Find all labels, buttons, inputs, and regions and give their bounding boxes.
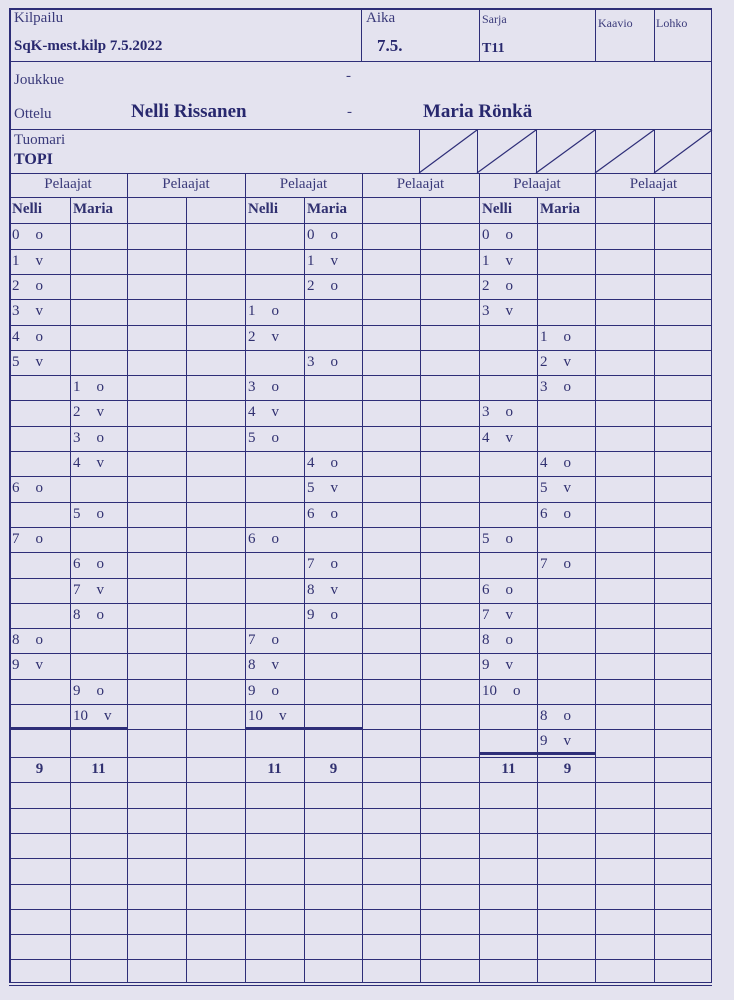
rally-side: v [563, 480, 571, 496]
pelaajat-header: Pelaajat [513, 176, 561, 192]
rally-side: v [104, 708, 112, 724]
rally-cell [540, 329, 571, 346]
rally-cell [12, 278, 43, 295]
rally-cell [482, 303, 513, 320]
rally-score: 3 [540, 379, 548, 395]
rally-score: 3 [482, 303, 490, 319]
rally-cell [482, 404, 513, 421]
rally-score: 6 [12, 480, 20, 496]
rally-side: o [35, 632, 43, 648]
rally-cell [482, 227, 513, 244]
rally-cell [73, 379, 104, 396]
rally-score: 1 [482, 253, 490, 269]
rally-cell [482, 582, 513, 599]
rally-cell [540, 480, 571, 497]
rally-cell [540, 708, 571, 725]
game-player1-name: Nelli [248, 201, 278, 217]
player1-name: Nelli Rissanen [131, 101, 247, 122]
rally-score: 4 [73, 455, 81, 471]
aika-value: 7.5. [377, 36, 403, 55]
kilpailu-value: SqK-mest.kilp 7.5.2022 [14, 38, 163, 54]
rally-cell [307, 278, 338, 295]
rally-side: o [563, 708, 571, 724]
game-score-player1: 11 [267, 761, 282, 777]
game-score-player1: 11 [501, 761, 516, 777]
rally-cell [540, 379, 571, 396]
rally-score: 4 [540, 455, 548, 471]
rally-score: 10 [248, 708, 263, 724]
rally-cell [12, 657, 43, 674]
rally-side: v [505, 657, 513, 673]
rally-score: 9 [248, 683, 256, 699]
rally-score: 4 [12, 329, 20, 345]
rally-score: 3 [307, 354, 315, 370]
rally-cell [73, 455, 104, 472]
kilpailu-label: Kilpailu [14, 10, 64, 26]
rally-score: 5 [12, 354, 20, 370]
rally-side: o [563, 329, 571, 345]
rally-side: o [330, 556, 338, 572]
rally-score: 1 [307, 253, 315, 269]
rally-cell [12, 354, 43, 371]
rally-side: o [330, 506, 338, 522]
sarja-label: Sarja [482, 12, 507, 26]
rally-side: v [279, 708, 287, 724]
rally-side: o [271, 303, 279, 319]
rally-cell [248, 657, 279, 674]
game-player2-name: Maria [73, 201, 113, 217]
game-score-player1: 9 [35, 761, 44, 777]
rally-score: 3 [248, 379, 256, 395]
rally-side: v [505, 430, 513, 446]
sarja-value: T11 [482, 41, 505, 56]
rally-score: 10 [73, 708, 88, 724]
rally-score: 2 [540, 354, 548, 370]
rally-cell [307, 607, 338, 624]
rally-cell [540, 556, 571, 573]
diagonal-line [477, 130, 536, 173]
game-player1-name: Nelli [482, 201, 512, 217]
rally-score: 2 [73, 404, 81, 420]
pelaajat-header: Pelaajat [44, 176, 92, 192]
rally-score: 4 [307, 455, 315, 471]
diagonal-line [654, 130, 712, 173]
rally-score: 2 [248, 329, 256, 345]
rally-side: o [96, 683, 104, 699]
rally-score: 1 [540, 329, 548, 345]
rally-side: v [330, 480, 338, 496]
rally-side: o [271, 430, 279, 446]
grid-line [9, 985, 712, 986]
rally-score: 10 [482, 683, 497, 699]
pelaajat-header: Pelaajat [162, 176, 210, 192]
rally-score: 3 [482, 404, 490, 420]
rally-score: 8 [12, 632, 20, 648]
rally-score: 5 [73, 506, 81, 522]
rally-cell [482, 253, 513, 270]
rally-cell [248, 531, 279, 548]
rally-cell [73, 556, 104, 573]
rally-side: o [505, 278, 513, 294]
rally-cell [307, 227, 338, 244]
rally-score: 1 [248, 303, 256, 319]
rally-side: o [96, 556, 104, 572]
rally-side: o [330, 354, 338, 370]
rally-side: o [505, 531, 513, 547]
rally-cell [482, 607, 513, 624]
rally-side: v [330, 253, 338, 269]
rally-score: 7 [307, 556, 315, 572]
rally-score: 1 [12, 253, 20, 269]
rally-score: 8 [307, 582, 315, 598]
rally-score: 6 [248, 531, 256, 547]
rally-score: 2 [307, 278, 315, 294]
rally-score: 7 [540, 556, 548, 572]
rally-cell [248, 404, 279, 421]
rally-side: v [271, 329, 279, 345]
pelaajat-header: Pelaajat [629, 176, 678, 192]
rally-cell [12, 253, 43, 270]
game-score-player2: 9 [329, 761, 338, 777]
rally-score: 9 [12, 657, 20, 673]
rally-side: v [35, 303, 43, 319]
rally-side: v [271, 404, 279, 420]
joukkue-separator: - [346, 68, 351, 84]
rally-cell [73, 683, 104, 700]
rally-side: v [35, 253, 43, 269]
score-sheet [9, 8, 712, 983]
rally-cell [73, 404, 104, 421]
diagonal-line [595, 130, 654, 173]
rally-side: v [96, 455, 104, 471]
rally-side: o [271, 379, 279, 395]
rally-side: o [563, 455, 571, 471]
rally-side: o [271, 531, 279, 547]
game-score-player2: 9 [563, 761, 572, 777]
rally-score: 4 [248, 404, 256, 420]
rally-score: 1 [73, 379, 81, 395]
rally-cell [307, 253, 338, 270]
joukkue-label: Joukkue [14, 72, 64, 88]
rally-score: 7 [12, 531, 20, 547]
tuomari-label: Tuomari [14, 132, 66, 148]
rally-score: 8 [540, 708, 548, 724]
rally-side: o [505, 404, 513, 420]
rally-side: o [96, 607, 104, 623]
rally-cell [482, 657, 513, 674]
rally-cell [248, 632, 279, 649]
rally-score: 3 [12, 303, 20, 319]
rally-score: 3 [73, 430, 81, 446]
rally-cell [12, 303, 43, 320]
diagonal-line [536, 130, 595, 173]
rally-side: o [513, 683, 521, 699]
rally-score: 6 [540, 506, 548, 522]
rally-cell [540, 733, 571, 750]
rally-cell [73, 607, 104, 624]
player2-name: Maria Rönkä [423, 101, 533, 122]
rally-cell [540, 455, 571, 472]
rally-score: 6 [482, 582, 490, 598]
rally-side: o [563, 379, 571, 395]
rally-side: o [330, 227, 338, 243]
rally-cell [482, 683, 521, 700]
rally-score: 8 [482, 632, 490, 648]
rally-side: o [96, 506, 104, 522]
rally-score: 9 [482, 657, 490, 673]
rally-score: 0 [482, 227, 490, 243]
rally-side: o [505, 227, 513, 243]
diagonal-lines [9, 8, 712, 983]
game-player1-name: Nelli [12, 201, 42, 217]
ottelu-label: Ottelu [14, 106, 52, 122]
rally-cell [12, 531, 43, 548]
game-player2-name: Maria [307, 201, 347, 217]
rally-side: o [35, 531, 43, 547]
rally-cell [540, 506, 571, 523]
rally-score: 5 [248, 430, 256, 446]
pelaajat-header: Pelaajat [396, 176, 445, 192]
rally-score: 2 [482, 278, 490, 294]
rally-side: o [563, 506, 571, 522]
rally-score: 0 [307, 227, 315, 243]
rally-side: v [96, 404, 104, 420]
rally-side: o [96, 430, 104, 446]
kaavio-label: Kaavio [598, 16, 633, 30]
diagonal-line [419, 130, 477, 173]
rally-score: 2 [12, 278, 20, 294]
rally-score: 9 [307, 607, 315, 623]
rally-side: o [271, 683, 279, 699]
rally-cell [248, 683, 279, 700]
rally-side: v [96, 582, 104, 598]
rally-score: 7 [482, 607, 490, 623]
rally-cell [307, 455, 338, 472]
rally-cell [482, 278, 513, 295]
rally-score: 7 [248, 632, 256, 648]
rally-cell [307, 556, 338, 573]
rally-cell [73, 708, 112, 725]
rally-side: v [35, 354, 43, 370]
rally-score: 7 [73, 582, 81, 598]
rally-score: 5 [307, 480, 315, 496]
rally-cell [248, 430, 279, 447]
rally-side: o [330, 278, 338, 294]
rally-side: v [563, 733, 571, 749]
rally-score: 4 [482, 430, 490, 446]
rally-side: v [563, 354, 571, 370]
rally-side: o [505, 632, 513, 648]
rally-cell [307, 506, 338, 523]
rally-cell [73, 582, 104, 599]
rally-side: o [505, 582, 513, 598]
rally-cell [307, 480, 338, 497]
aika-label: Aika [366, 10, 396, 26]
game-player2-name: Maria [540, 201, 580, 217]
rally-score: 6 [73, 556, 81, 572]
rally-cell [482, 632, 513, 649]
rally-side: v [505, 607, 513, 623]
rally-cell [12, 227, 43, 244]
game-score-player2: 11 [91, 761, 106, 777]
rally-side: o [35, 227, 43, 243]
ottelu-separator: - [347, 104, 352, 120]
pelaajat-header: Pelaajat [279, 176, 328, 192]
rally-score: 6 [307, 506, 315, 522]
rally-cell [248, 708, 287, 725]
rally-cell [248, 329, 279, 346]
rally-score: 5 [540, 480, 548, 496]
rally-side: v [35, 657, 43, 673]
rally-side: o [96, 379, 104, 395]
rally-cell [248, 379, 279, 396]
tuomari-value: TOPI [14, 151, 53, 168]
rally-cell [307, 354, 338, 371]
rally-side: v [330, 582, 338, 598]
rally-cell [482, 430, 513, 447]
rally-cell [540, 354, 571, 371]
rally-cell [73, 506, 104, 523]
rally-side: o [35, 329, 43, 345]
rally-side: o [35, 278, 43, 294]
rally-score: 9 [540, 733, 548, 749]
rally-side: v [505, 303, 513, 319]
rally-cell [73, 430, 104, 447]
rally-cell [12, 329, 43, 346]
rally-cell [12, 480, 43, 497]
rally-score: 5 [482, 531, 490, 547]
rally-side: o [271, 632, 279, 648]
rally-side: o [330, 455, 338, 471]
rally-score: 9 [73, 683, 81, 699]
rally-cell [307, 582, 338, 599]
rally-cell [248, 303, 279, 320]
rally-cell [12, 632, 43, 649]
rally-side: o [330, 607, 338, 623]
rally-side: v [505, 253, 513, 269]
rally-score: 8 [73, 607, 81, 623]
rally-side: o [563, 556, 571, 572]
rally-score: 0 [12, 227, 20, 243]
rally-side: o [35, 480, 43, 496]
rally-side: v [271, 657, 279, 673]
lohko-label: Lohko [656, 16, 688, 30]
rally-score: 8 [248, 657, 256, 673]
rally-cell [482, 531, 513, 548]
